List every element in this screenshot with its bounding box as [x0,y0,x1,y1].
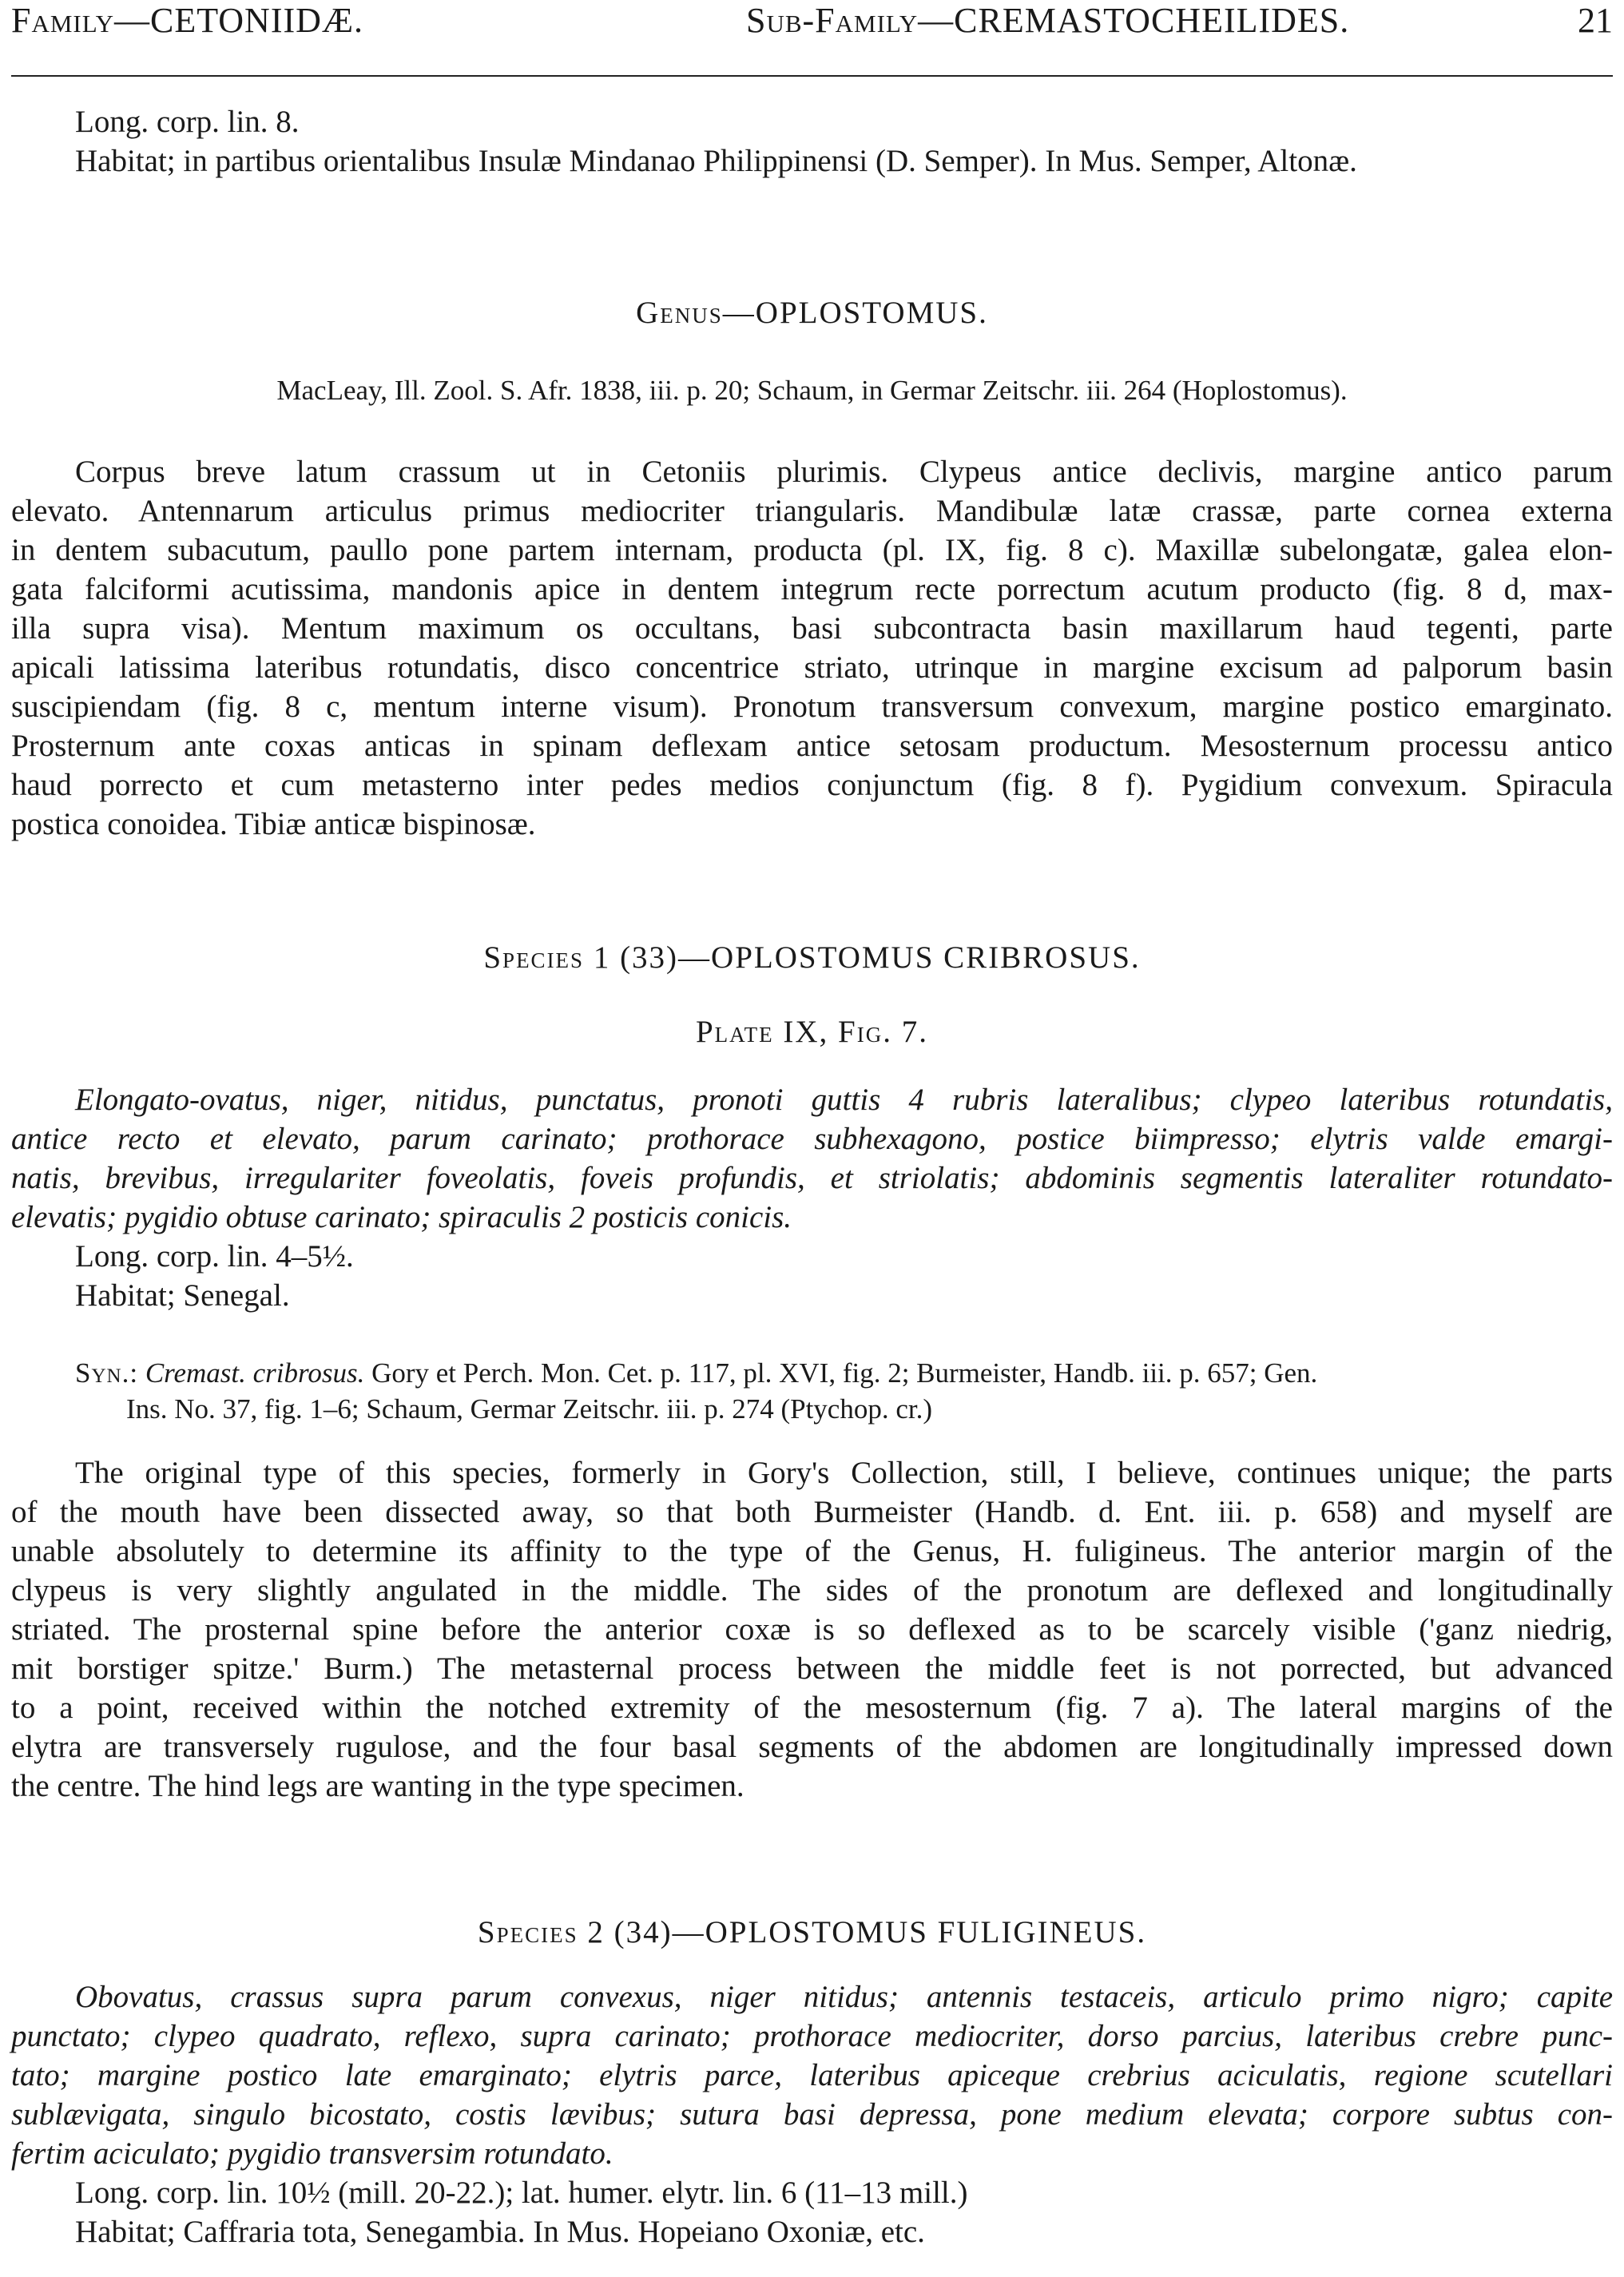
description-line: postica conoidea. Tibiæ anticæ bispinosæ. [11,807,536,841]
description-line: illa supra visa). Mentum maximum os occultans, basi subcontracta basin maxillarum haud tegenti, parte [11,611,1613,646]
synonymy-line: Ins. No. 37, fig. 1–6; Schaum, Germar Zeitschr. iii. p. 274 (Ptychop. cr.) [126,1393,933,1425]
habitat-line: Habitat; Senegal. [75,1278,290,1313]
diagnosis-line: elevatis; pygidio obtuse carinato; spiraculis 2 posticis conicis. [11,1200,792,1234]
running-head-subfamily: Sub-Family—CREMASTOCHEILIDES. [746,1,1350,40]
long-corp-line: Long. corp. lin. 8. [75,105,300,139]
notes-line: mit borstiger spitze.' Burm.) The metasternal process between the middle feet is not porrected, but advanced [11,1651,1613,1686]
species-1-notes [11,1453,1613,1806]
diagnosis-line: natis, brevibus, irregulariter foveolatis, foveis profundis, et striolatis; abdominis segmentis lateraliter rotundato- [11,1161,1613,1195]
synonymy-label: Syn.: [75,1357,139,1389]
diagnosis-line: antice recto et elevato, parum carinato; prothorace subhexagono, postice biimpresso; elytris valde emargi- [11,1122,1613,1156]
description-line: in dentem subacutum, paullo pone partem internam, producta (pl. IX, fig. 8 c). Maxillæ subelongatæ, galea elon- [11,533,1613,567]
species-2-diagnosis [11,1977,1613,2251]
notes-line: of the mouth have been dissected away, so that both Burmeister (Handb. d. Ent. iii. p. 658) and myself are [11,1495,1613,1529]
species-2-heading: Species 2 (34)—OPLOSTOMUS FULIGINEUS. [477,1915,1147,1949]
diagnosis-line: fertim aciculato; pygidio transversim rotundato. [11,2136,613,2171]
long-corp-line: Long. corp. lin. 4–5½. [75,1239,354,1274]
previous-species-tail [11,102,1613,181]
notes-line: clypeus is very slightly angulated in the middle. The sides of the pronotum are deflexed and longitudinally [11,1573,1613,1607]
notes-line: the centre. The hind legs are wanting in the type specimen. [11,1769,744,1803]
genus-description [11,452,1613,844]
species-1-plate: Plate IX, Fig. 7. [695,1015,928,1049]
long-corp-line: Long. corp. lin. 10½ (mill. 20-22.); lat. humer. elytr. lin. 6 (11–13 mill.) [75,2176,968,2210]
description-line: elevato. Antennarum articulus primus mediocriter triangularis. Mandibulæ latæ crassæ, parte cornea externa [11,494,1613,528]
synonymy-references: Gory et Perch. Mon. Cet. p. 117, pl. XVI, fig. 2; Burmeister, Handb. iii. p. 657; Gen. [371,1357,1318,1389]
description-line: Corpus breve latum crassum ut in Cetoniis plurimis. Clypeus antice declivis, margine antico parum [75,455,1613,489]
diagnosis-line: tato; margine postico late emarginato; elytris parce, lateribus apiceque crebrius aciculatis, regione scutellari [11,2058,1613,2092]
description-line: Prosternum ante coxas anticas in spinam deflexam antice setosam productum. Mesosternum processu antico [11,729,1613,763]
description-line: gata falciformi acutissima, mandonis apice in dentem integrum recte porrectum acutum producto (fig. 8 d, max- [11,572,1613,606]
notes-line: striated. The prosternal spine before the anterior coxæ is so deflexed as to be scarcely visible ('ganz niedrig, [11,1612,1613,1647]
habitat-line: Habitat; Caffraria tota, Senegambia. In Mus. Hopeiano Oxoniæ, etc. [75,2215,925,2249]
page-number: 21 [1578,1,1613,40]
notes-line: unable absolutely to determine its affinity to the type of the Genus, H. fuligineus. The anterior margin of the [11,1534,1613,1568]
genus-heading: Genus—OPLOSTOMUS. [636,296,988,330]
diagnosis-line: sublævigata, singulo bicostato, costis lævibus; sutura basi depressa, pone medium elevata; corpore subtus con- [11,2097,1613,2132]
notes-line: The original type of this species, formerly in Gory's Collection, still, I believe, continues unique; the parts [75,1456,1613,1490]
synonymy-line [11,1355,1613,1391]
header-rule [11,75,1613,77]
genus-reference: MacLeay, Ill. Zool. S. Afr. 1838, iii. p. 20; Schaum, in Germar Zeitschr. iii. 264 (Hoplostomus). [276,375,1348,406]
description-line: haud porrecto et cum metasterno inter pedes medios conjunctum (fig. 8 f). Pygidium convexum. Spiracula [11,768,1613,802]
habitat-line: Habitat; in partibus orientalibus Insulæ Mindanao Philippinensi (D. Semper). In Mus. Semper, Altonæ. [75,144,1357,178]
description-line: apicali latissima lateribus rotundatis, disco concentrice striato, utrinque in margine excisum ad palporum basin [11,650,1613,685]
diagnosis-line: punctato; clypeo quadrato, reflexo, supra carinato; prothorace mediocriter, dorso parcius, lateribus crebre punc- [11,2019,1613,2053]
notes-line: elytra are transversely rugulose, and the four basal segments of the abdomen are longitudinally impressed down [11,1730,1613,1764]
running-head [11,0,1613,45]
species-1-diagnosis [11,1080,1613,1315]
species-1-heading: Species 1 (33)—OPLOSTOMUS CRIBROSUS. [483,940,1141,975]
diagnosis-line: Obovatus, crassus supra parum convexus, niger nitidus; antennis testaceis, articulo primo nigro; capite [75,1980,1613,2014]
running-head-family: Family—CETONIIDÆ. [11,1,364,40]
description-line: suscipiendam (fig. 8 c, mentum interne visum). Pronotum transversum convexum, margine postico emarginato. [11,689,1613,724]
notes-line: to a point, received within the notched extremity of the mesosternum (fig. 7 a). The lateral margins of the [11,1691,1613,1725]
diagnosis-line: Elongato-ovatus, niger, nitidus, punctatus, pronoti guttis 4 rubris lateralibus; clypeo lateribus rotundatis, [75,1083,1613,1117]
synonym-name: Cremast. cribrosus. [145,1357,365,1389]
species-1-synonymy [11,1355,1613,1427]
